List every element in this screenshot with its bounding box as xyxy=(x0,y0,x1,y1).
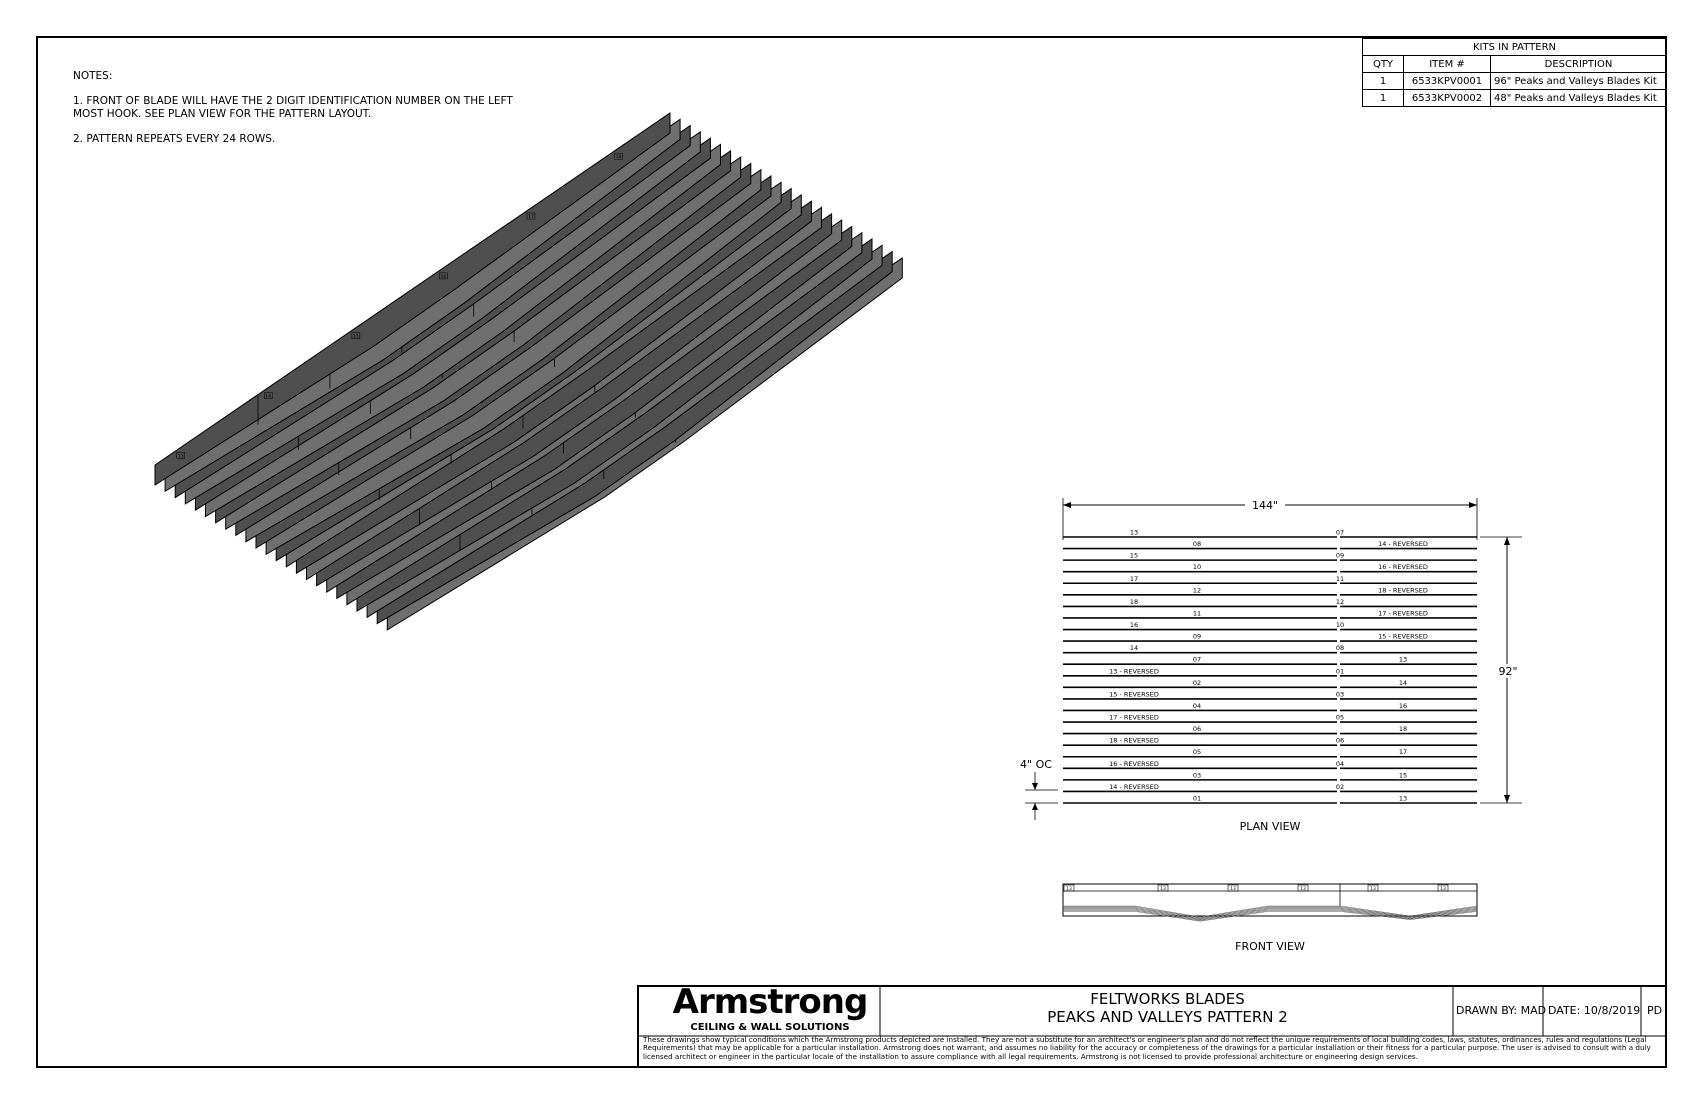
blade-label: 03 xyxy=(1192,771,1202,780)
blade-label: 18 xyxy=(1129,597,1139,606)
logo-wordmark: Armstrong xyxy=(672,982,868,1022)
arrow-top xyxy=(1504,537,1510,545)
blade-label: 12 xyxy=(1335,597,1345,606)
drawing-title-line-1: FELTWORKS BLADES xyxy=(1090,990,1245,1008)
kits-cell-qty: 1 xyxy=(1363,73,1404,90)
note-2: 2. PATTERN REPEATS EVERY 24 ROWS. xyxy=(73,133,276,145)
blade-label: 15 xyxy=(1398,771,1408,780)
kits-cell-description: 96" Peaks and Valleys Blades Kit xyxy=(1491,73,1667,90)
kits-header-item: ITEM # xyxy=(1404,56,1491,73)
hook-tag-label: 13 xyxy=(1370,887,1376,892)
blade-label: 17 - REVERSED xyxy=(1109,713,1159,722)
blade-label: 13 xyxy=(1129,528,1139,537)
front-view-title: FRONT VIEW xyxy=(1235,940,1305,953)
kits-header-description: DESCRIPTION xyxy=(1491,56,1667,73)
blade-label: 17 xyxy=(1129,574,1139,583)
plan-view xyxy=(1020,498,1522,833)
kits-cell-item: 6533KPV0001 xyxy=(1404,73,1491,90)
hook-tag-label: 13 xyxy=(1300,887,1306,892)
blade-label: 17 xyxy=(1398,748,1408,757)
kits-table xyxy=(1362,38,1667,107)
armstrong-logo xyxy=(670,984,870,1033)
blade-label: 16 - REVERSED xyxy=(1109,759,1159,768)
blade-label: 11 xyxy=(1335,574,1345,583)
isometric-view xyxy=(155,113,902,630)
kits-row xyxy=(1363,90,1667,107)
arrow-left xyxy=(1063,502,1071,508)
blade-label: 15 - REVERSED xyxy=(1378,632,1428,641)
hook-tag-label: 13 xyxy=(1160,887,1166,892)
blade-label: 16 - REVERSED xyxy=(1378,563,1428,572)
blade-label: 08 xyxy=(1192,540,1202,549)
blade-label: 04 xyxy=(1335,759,1345,768)
blade-label: 18 - REVERSED xyxy=(1109,736,1159,745)
blade-label: 01 xyxy=(1192,794,1202,803)
blade-label: 08 xyxy=(1335,644,1345,653)
kits-row xyxy=(1363,73,1667,90)
blade-label: 13 - REVERSED xyxy=(1109,667,1159,676)
blade-label: 16 xyxy=(1398,701,1408,710)
blade-label: 14 xyxy=(1129,644,1139,653)
iso-hook-tag-label: 14 xyxy=(265,394,272,400)
spacing-arrow-2 xyxy=(1032,803,1038,810)
iso-hook-tag-label: 17 xyxy=(528,215,534,221)
drawing-title-line-2: PEAKS AND VALLEYS PATTERN 2 xyxy=(1047,1008,1288,1026)
iso-hook-tag-label: 16 xyxy=(440,274,447,280)
blade-label: 03 xyxy=(1335,690,1345,699)
kits-header-qty: QTY xyxy=(1363,56,1404,73)
hook-tag-label: 13 xyxy=(1230,887,1236,892)
blade-label: 10 xyxy=(1335,621,1345,630)
kits-cell-qty: 1 xyxy=(1363,90,1404,107)
blade-label: 18 - REVERSED xyxy=(1378,586,1428,595)
blade-label: 15 xyxy=(1129,551,1139,560)
blade-label: 05 xyxy=(1335,713,1345,722)
blade-label: 15 - REVERSED xyxy=(1109,690,1159,699)
kits-cell-item: 6533KPV0002 xyxy=(1404,90,1491,107)
blade-label: 09 xyxy=(1192,632,1202,641)
hook-tag-label: 13 xyxy=(1440,887,1446,892)
iso-hook-tag-label: 13 xyxy=(177,454,184,460)
blade-label: 17 - REVERSED xyxy=(1378,609,1428,618)
disclaimer-text: These drawings show typical conditions which the Armstrong products depicted are installed. They are not a substitute for an architect's or engineer's plan and do not reflect the unique requirements of local building codes, laws, statutes, ordinances, rules and regulations (Legal Requirements) that may be applicable for a particular installation. Armstrong does not warrant, and assumes no liability for the accuracy or completeness of the drawings for a particular installation or their fitness for a particular purpose. The user is advised to consult with a duly licensed architect or engineer in the particular locale of the installation to assure compliance with all legal requirements. Armstrong is not licensed to provide professional architecture or engineering design services. xyxy=(643,1035,1651,1061)
blade-label: 02 xyxy=(1192,678,1202,687)
height-dimension-label: 92" xyxy=(1498,665,1518,678)
hook-tag-label: 13 xyxy=(1066,887,1072,892)
width-dimension-label: 144" xyxy=(1251,499,1279,512)
iso-hook-tag-label: 18 xyxy=(615,155,622,161)
kits-cell-description: 48" Peaks and Valleys Blades Kit xyxy=(1491,90,1667,107)
notes-heading: NOTES: xyxy=(73,70,113,82)
blade-label: 07 xyxy=(1192,655,1202,664)
blade-label: 09 xyxy=(1335,551,1345,560)
blade-label: 16 xyxy=(1129,621,1139,630)
iso-hook-tag-label: 15 xyxy=(352,334,359,340)
spacing-arrow-1 xyxy=(1032,783,1038,790)
blade-label: 06 xyxy=(1192,725,1202,734)
blade-label: 01 xyxy=(1335,667,1345,676)
blade-label: 06 xyxy=(1335,736,1345,745)
blade-label: 12 xyxy=(1192,586,1202,595)
blade-label: 14 xyxy=(1398,678,1408,687)
blade-label: 07 xyxy=(1335,528,1345,537)
blade-label: 05 xyxy=(1192,748,1202,757)
blade-label: 02 xyxy=(1335,782,1345,791)
blade-label: 13 xyxy=(1398,794,1408,803)
logo-subtitle: CEILING & WALL SOLUTIONS xyxy=(690,1022,850,1033)
note-1: 1. FRONT OF BLADE WILL HAVE THE 2 DIGIT IDENTIFICATION NUMBER ON THE LEFT MOST HOOK. SEE PLAN VIEW FOR THE PATTERN LAYOUT. xyxy=(73,95,513,120)
drawing-title xyxy=(880,990,1455,1026)
plan-view-title: PLAN VIEW xyxy=(1239,820,1301,833)
drawn-by: DRAWN BY: MAD xyxy=(1456,1004,1547,1017)
kits-table-title: KITS IN PATTERN xyxy=(1363,39,1667,56)
blade-label: 18 xyxy=(1398,725,1408,734)
arrow-right xyxy=(1469,502,1477,508)
front-view xyxy=(1063,884,1477,953)
blade-label: 14 - REVERSED xyxy=(1109,782,1159,791)
drawing-date: DATE: 10/8/2019 xyxy=(1548,1004,1641,1017)
notes-block xyxy=(73,70,533,158)
blade-label: 14 - REVERSED xyxy=(1378,540,1428,549)
drawing-code: PD xyxy=(1647,1004,1663,1017)
blade-label: 11 xyxy=(1192,609,1202,618)
blade-label: 13 xyxy=(1398,655,1408,664)
blade-label: 04 xyxy=(1192,701,1202,710)
spacing-dimension-label: 4" OC xyxy=(1020,758,1052,771)
blade-label: 10 xyxy=(1192,563,1202,572)
arrow-bottom xyxy=(1504,795,1510,803)
